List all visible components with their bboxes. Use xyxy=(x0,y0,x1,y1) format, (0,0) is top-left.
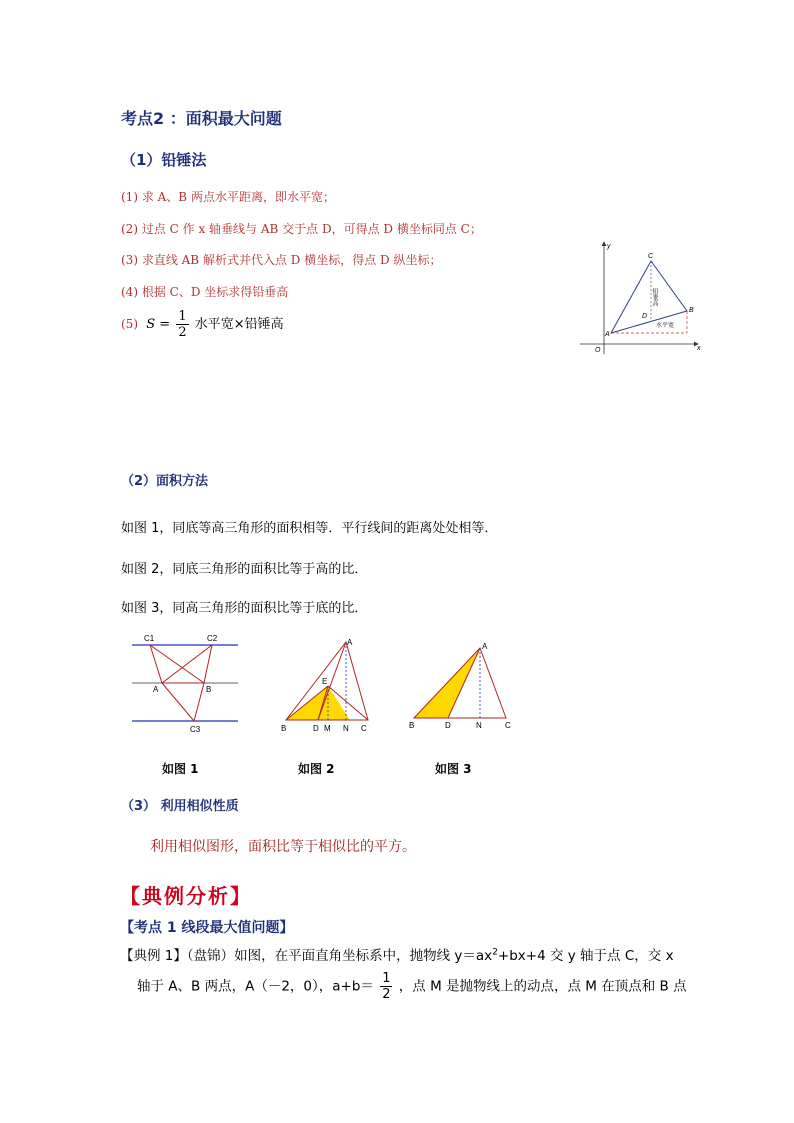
sub3-title: （3） 利用相似性质 xyxy=(121,799,239,814)
fraction xyxy=(176,310,188,339)
fraction-numerator: 1 xyxy=(178,309,187,324)
label-m: M xyxy=(324,724,331,733)
step-num: (1) xyxy=(121,190,138,204)
example-text: 轴于 A、B 两点，A（－2，0），a+b＝ xyxy=(137,978,374,995)
example-line-1 xyxy=(120,944,674,964)
formula-rhs: 水平宽×铅锤高 xyxy=(194,317,284,332)
sub2-title: （2）面积方法 xyxy=(121,474,209,489)
label-n: N xyxy=(343,724,349,733)
label-b: B xyxy=(281,724,287,733)
step-text: 求 A、B 两点水平距离，即水平宽； xyxy=(141,190,335,204)
section-title: 考点2 ：面积最大问题 xyxy=(121,109,282,128)
step-2 xyxy=(121,220,482,237)
label-b: B xyxy=(689,307,694,314)
label-d: D xyxy=(642,313,648,320)
paragraph-1: 如图 1，同底等高三角形的面积相等．平行线间的距离处处相等． xyxy=(121,521,498,536)
figure-1 xyxy=(130,630,242,738)
sub1-title: （1）铅锤法 xyxy=(121,151,207,169)
edge xyxy=(162,683,194,721)
label-x: x xyxy=(697,345,701,352)
label-c: C xyxy=(361,724,367,733)
label-a: A xyxy=(347,638,353,647)
label-a: A xyxy=(605,331,610,338)
step-4 xyxy=(121,283,288,300)
edge xyxy=(150,645,204,683)
exponent: 2 xyxy=(492,947,498,958)
figure-3 xyxy=(406,636,518,732)
paragraph-2: 如图 2，同底三角形的面积比等于高的比． xyxy=(121,562,368,577)
example-line-2 xyxy=(137,972,687,1001)
step-5 xyxy=(121,310,284,339)
step-num: (3) xyxy=(121,253,138,267)
label-c1: C1 xyxy=(144,634,155,643)
label-vertical-height: 铅垂高 xyxy=(651,288,657,306)
fraction xyxy=(380,972,392,1001)
label-horizontal-width: 水平宽 xyxy=(656,323,675,329)
label-y: y xyxy=(607,243,611,250)
example-text: 【典例 1】（盘锦）如图，在平面直角坐标系中，抛物线 y＝ax xyxy=(120,948,493,964)
step-num: (2) xyxy=(121,222,138,236)
label-a: A xyxy=(482,642,488,651)
step-text: 根据 C、D 坐标求得铅垂高 xyxy=(141,285,289,299)
label-b: B xyxy=(206,685,212,694)
formula-lhs: S = xyxy=(146,317,171,332)
label-n: N xyxy=(476,721,482,730)
label-c2: C2 xyxy=(207,634,218,643)
figure-2 xyxy=(280,634,376,734)
coord-figure xyxy=(576,238,704,358)
shaded-triangle-ebc xyxy=(286,686,350,720)
label-c3: C3 xyxy=(190,725,201,734)
label-c: C xyxy=(648,253,654,260)
label-e: E xyxy=(322,677,328,686)
figure-3-caption: 如图 3 xyxy=(435,762,472,776)
step-text: 过点 C 作 x 轴垂线与 AB 交于点 D，可得点 D 横坐标同点 C； xyxy=(141,222,482,236)
edge xyxy=(194,683,204,721)
figure-1-caption: 如图 1 xyxy=(162,762,199,776)
step-1 xyxy=(121,188,335,205)
sub3-text: 利用相似图形，面积比等于相似比的平方。 xyxy=(150,839,416,855)
edge xyxy=(162,645,212,683)
figure-2-caption: 如图 2 xyxy=(298,762,335,776)
kaodian-1-title: 【考点 1 线段最大值问题】 xyxy=(120,920,294,936)
step-num: (5) xyxy=(121,317,138,331)
label-d: D xyxy=(313,724,319,733)
edge xyxy=(150,645,162,683)
example-text: ，点 M 是抛物线上的动点，点 M 在顶点和 B 点 xyxy=(398,978,687,995)
fraction-denominator: 2 xyxy=(178,325,187,340)
triangle-abc xyxy=(611,261,687,333)
label-c: C xyxy=(505,721,511,730)
typical-analysis-title: 【典例分析】 xyxy=(120,884,252,908)
paragraph-3: 如图 3，同高三角形的面积比等于底的比． xyxy=(121,601,368,616)
example-text: +bx+4 交 y 轴于点 C，交 x xyxy=(497,948,674,964)
label-a: A xyxy=(153,685,159,694)
step-3 xyxy=(121,251,441,268)
label-o: O xyxy=(595,347,601,354)
label-b: B xyxy=(409,721,415,730)
step-text: 求直线 AB 解析式并代入点 D 横坐标，得点 D 纵坐标； xyxy=(141,253,442,267)
step-num: (4) xyxy=(121,285,138,299)
label-d: D xyxy=(445,721,451,730)
fraction-denominator: 2 xyxy=(382,987,391,1002)
fraction-numerator: 1 xyxy=(382,971,391,986)
